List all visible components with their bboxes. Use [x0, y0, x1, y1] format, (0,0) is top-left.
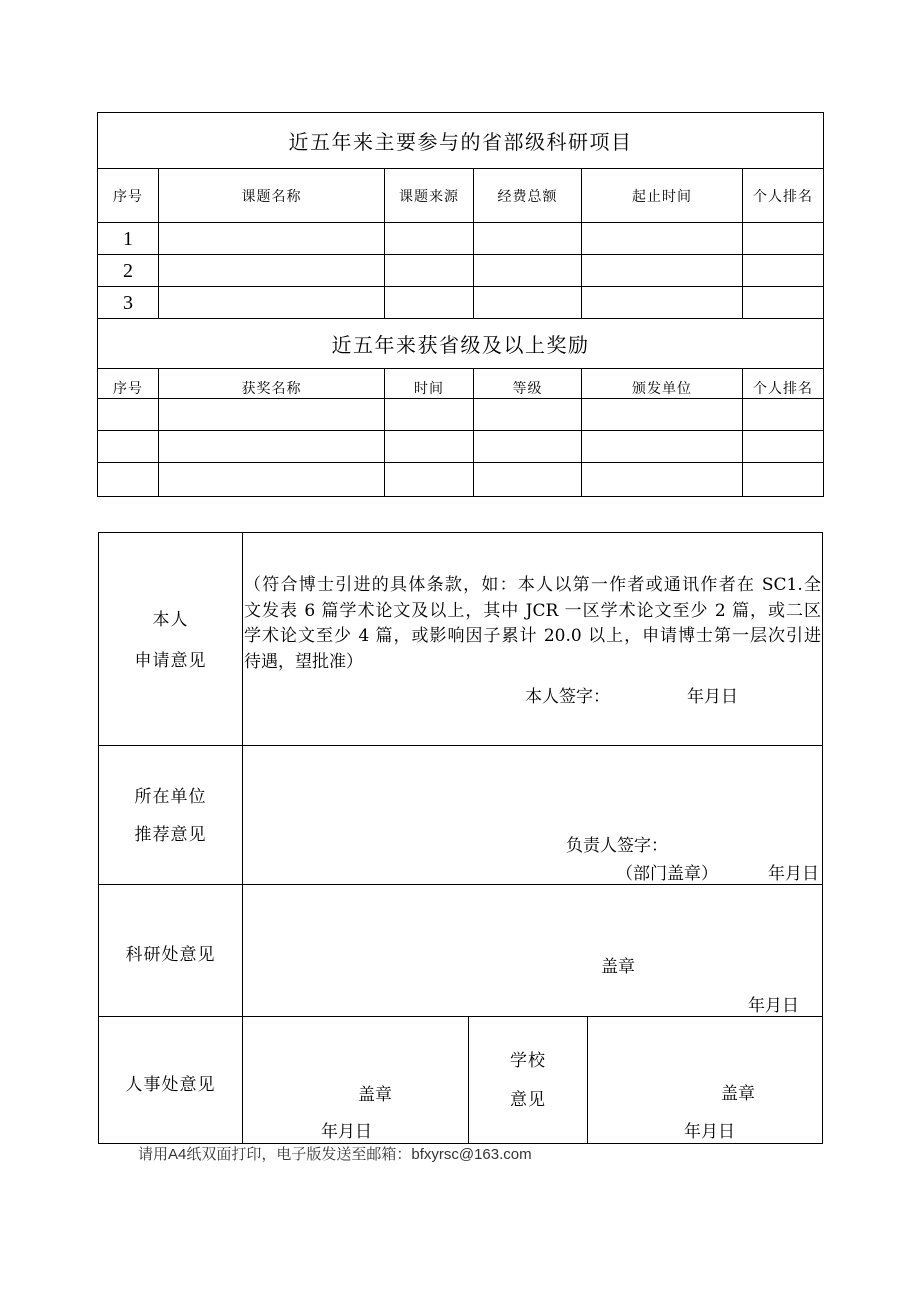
research-office-row [99, 885, 823, 1017]
project-source-cell [385, 255, 474, 287]
award-serial-cell [98, 399, 159, 431]
research-office-date-label: 年月日 [748, 996, 799, 1016]
award-rank-cell [743, 431, 824, 463]
project-name-cell [159, 255, 385, 287]
award-name-cell [159, 463, 385, 497]
statement-line: 待遇，望批准） [244, 651, 363, 672]
project-row [98, 223, 824, 255]
department-signature-label: 负责人签字： [566, 836, 668, 856]
applicant-label-line1: 本人 [152, 610, 189, 630]
awards-section-title: 近五年来获省级及以上奖励 [98, 319, 824, 369]
research-office-label-cell [99, 885, 243, 1017]
school-stamp-label: 盖章 [721, 1084, 755, 1104]
hr-office-label-cell [99, 1017, 243, 1144]
award-serial-cell [98, 463, 159, 497]
project-funding-cell [474, 287, 582, 319]
award-name-cell [159, 399, 385, 431]
award-serial-cell [98, 431, 159, 463]
statement-line: 文发表 6 篇学术论文及以上，其中 JCR 一区学术论文至少 2 篇，或二区 [244, 600, 821, 621]
header-personal-rank: 个人排名 [743, 169, 824, 223]
applicant-statement [244, 573, 821, 675]
project-period-cell [582, 255, 743, 287]
project-serial-cell: 2 [98, 255, 159, 287]
project-row [98, 255, 824, 287]
award-rank-cell [743, 463, 824, 497]
header-personal-rank: 个人排名 [743, 369, 824, 399]
header-serial: 序号 [98, 369, 159, 399]
research-office-label: 科研处意见 [125, 945, 216, 965]
school-date-label: 年月日 [684, 1122, 735, 1142]
hr-office-label: 人事处意见 [125, 1075, 216, 1095]
header-project-name: 课题名称 [159, 169, 385, 223]
project-funding-cell [474, 223, 582, 255]
hr-office-content-cell [243, 1017, 469, 1144]
statement-line: 学术论文至少 4 篇，或影响因子累计 20.0 以上，申请博士第一层次引进 [244, 626, 821, 646]
school-label-line1: 学校 [510, 1051, 546, 1071]
award-level-cell [474, 431, 582, 463]
school-label-cell [469, 1017, 588, 1144]
hr-office-date-label: 年月日 [321, 1122, 372, 1142]
projects-header-row [98, 169, 824, 223]
applicant-opinion-content-cell [243, 533, 823, 746]
school-label-line2: 意见 [510, 1090, 546, 1110]
header-serial: 序号 [98, 169, 159, 223]
opinions-table [98, 532, 823, 1144]
award-time-cell [385, 431, 474, 463]
department-label-line2: 推荐意见 [134, 825, 207, 845]
project-name-cell [159, 223, 385, 255]
project-funding-cell [474, 255, 582, 287]
header-award-level: 等级 [474, 369, 582, 399]
award-time-cell [385, 399, 474, 431]
project-rank-cell [743, 223, 824, 255]
department-content-cell [243, 746, 823, 885]
research-office-stamp-label: 盖章 [601, 957, 635, 977]
applicant-label-line2: 申请意见 [134, 651, 207, 671]
department-date-label: 年月日 [768, 864, 819, 884]
award-issuer-cell [582, 431, 743, 463]
department-stamp-label: （部门盖章） [616, 864, 718, 884]
header-period: 起止时间 [582, 169, 743, 223]
department-label-line1: 所在单位 [134, 787, 207, 807]
header-project-source: 课题来源 [385, 169, 474, 223]
award-level-cell [474, 463, 582, 497]
project-source-cell [385, 223, 474, 255]
project-period-cell [582, 287, 743, 319]
applicant-signature-label: 本人签字： [525, 687, 610, 707]
hr-and-school-row [99, 1017, 823, 1144]
applicant-opinion-label-cell [99, 533, 243, 746]
awards-header-row [98, 369, 824, 399]
project-rank-cell [743, 287, 824, 319]
project-serial-cell: 1 [98, 223, 159, 255]
department-recommendation-row [99, 746, 823, 885]
project-row [98, 287, 824, 319]
research-office-content-cell [243, 885, 823, 1017]
award-issuer-cell [582, 399, 743, 431]
award-row [98, 399, 824, 431]
projects-and-awards-table [97, 112, 824, 497]
award-issuer-cell [582, 463, 743, 497]
award-level-cell [474, 399, 582, 431]
award-name-cell [159, 431, 385, 463]
footer-note: 请用A4纸双面打印，电子版发送至邮箱：bfxyrsc@163.com [138, 1146, 532, 1163]
applicant-opinion-row [99, 533, 823, 746]
department-label-cell [99, 746, 243, 885]
hr-office-stamp-label: 盖章 [358, 1085, 392, 1105]
award-row [98, 431, 824, 463]
projects-section-title: 近五年来主要参与的省部级科研项目 [98, 113, 824, 169]
applicant-date-label: 年月日 [687, 687, 738, 707]
project-period-cell [582, 223, 743, 255]
statement-line: （符合博士引进的具体条款，如：本人以第一作者或通讯作者在 SC1.全 [244, 575, 821, 595]
award-time-cell [385, 463, 474, 497]
header-issuing-unit: 颁发单位 [582, 369, 743, 399]
project-source-cell [385, 287, 474, 319]
project-name-cell [159, 287, 385, 319]
project-rank-cell [743, 255, 824, 287]
school-content-cell [588, 1017, 823, 1144]
award-rank-cell [743, 399, 824, 431]
award-row [98, 463, 824, 497]
header-total-funding: 经费总额 [474, 169, 582, 223]
project-serial-cell: 3 [98, 287, 159, 319]
header-award-name: 获奖名称 [159, 369, 385, 399]
header-award-time: 时间 [385, 369, 474, 399]
